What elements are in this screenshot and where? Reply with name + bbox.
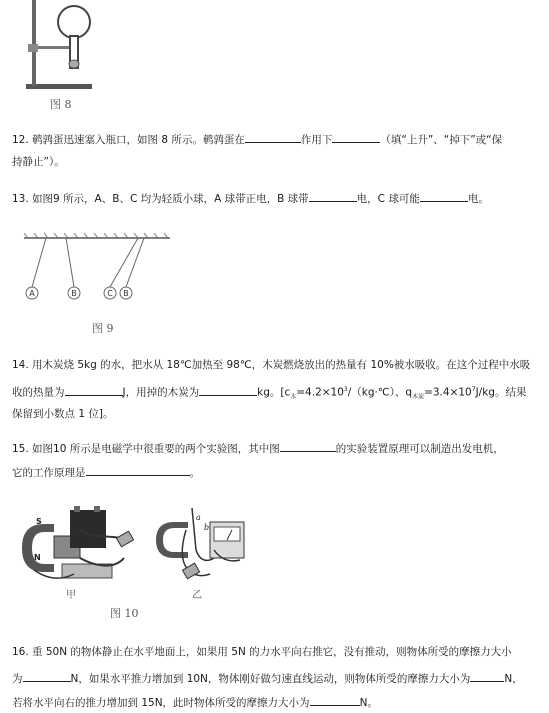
q13-blank-1[interactable]: [309, 190, 357, 202]
q14-blank-2[interactable]: [199, 384, 257, 396]
letter-a-label: a: [196, 513, 201, 522]
q13-blank-2[interactable]: [420, 190, 468, 202]
figure-8-drawing: [18, 0, 108, 95]
question-12-line-2: 持静止”）。: [12, 156, 65, 168]
question-12-line-1: 12. 鹌鹑蛋迅速塞入瓶口，如图 8 所示。鹌鹑蛋在 作用下 （填“上升”、“掉下”或“保: [12, 131, 502, 147]
q16-blank-3[interactable]: [310, 694, 360, 706]
question-15-line-2: 它的工作原理是 。: [12, 464, 200, 480]
question-14-line-2: 收的热量为 J，用掉的木炭为 kg。[$c_水=4.2\times 10^3/(kg\cdot℃)$、$q_{木炭}=3.4\times 10^7J/kg$。结果: [12, 383, 526, 405]
ball-a-label: A: [29, 289, 35, 298]
pole-s-label: S: [36, 517, 42, 526]
figure-10-drawing: [14, 500, 254, 600]
q12-blank-2[interactable]: [332, 131, 380, 143]
question-15-line-1: 15. 如图10 所示是电磁学中很重要的两个实验图，其中图 的实验装置原理可以制造出发电机，: [12, 440, 504, 456]
pole-n-label: N: [34, 553, 41, 562]
question-16-line-3: 若将水平向右的推力增加到 15N，此时物体所受的摩擦力大小为 N。: [12, 694, 378, 710]
q16-blank-1[interactable]: [23, 670, 71, 682]
letter-b-label: b: [204, 523, 210, 532]
figure-10-caption: 图 10: [110, 607, 139, 620]
q15-blank-2[interactable]: [86, 464, 190, 476]
question-14-line-1: 14. 用木炭烧 5kg 的水，把水从 18℃加热至 98℃，木炭燃烧放出的热量有 10%被水吸收。在这个过程中水吸: [12, 359, 531, 371]
question-13-line-1: 13. 如图9 所示，A、B、C 均为轻质小球，A 球带正电，B 球带 电，C 球可能 电。: [12, 190, 489, 206]
figure-9-caption: 图 9: [92, 322, 114, 335]
q16-blank-2[interactable]: [470, 670, 504, 682]
question-14-line-3: 保留到小数点 1 位]。: [12, 408, 114, 420]
q15-blank-1[interactable]: [280, 440, 336, 452]
figure-10-right-label: 乙: [192, 590, 202, 601]
q12-blank-1[interactable]: [245, 131, 301, 143]
ball-b-label: B: [71, 289, 77, 298]
figure-8-caption: 图 8: [50, 98, 72, 111]
question-16-line-2: 为 N，如果水平推力增加到 10N，物体刚好做匀速直线运动，则物体所受的摩擦力大小为 N，: [12, 670, 523, 686]
ball-b2-label: B: [123, 289, 129, 298]
figure-10-left-label: 甲: [66, 590, 76, 601]
question-16-line-1: 16. 重 50N 的物体静止在水平地面上，如果用 5N 的力水平向右推它，没有推动，则物体所受的摩擦力大小: [12, 646, 512, 658]
ball-c-label: C: [107, 289, 113, 298]
q14-blank-1[interactable]: [65, 384, 123, 396]
figure-9-drawing: [18, 232, 178, 304]
